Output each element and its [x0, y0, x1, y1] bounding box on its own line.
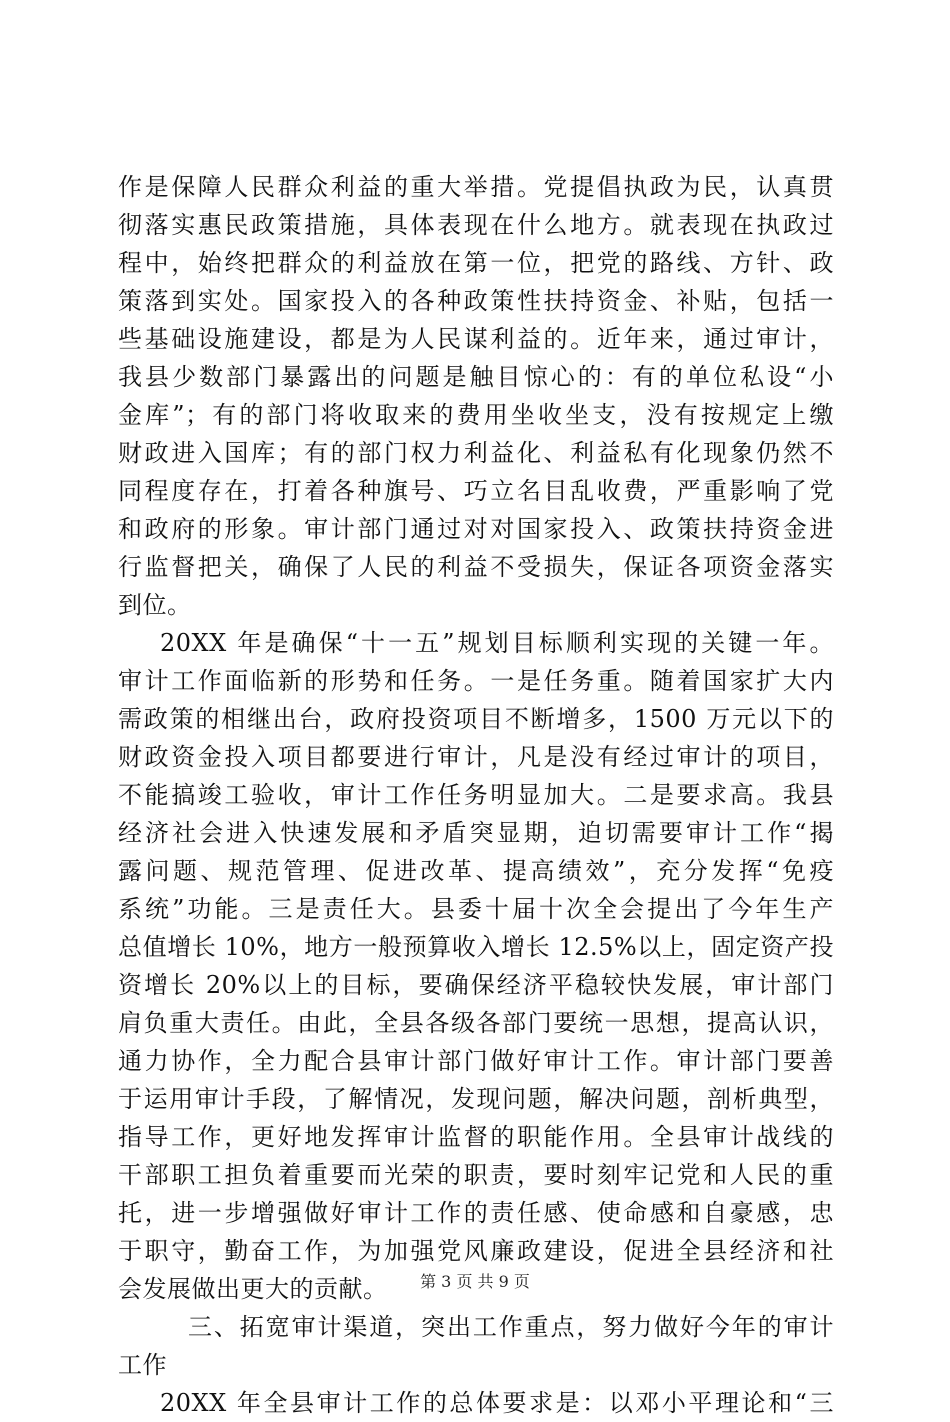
- text-line: 财政进入国库；有的部门权力利益化、利益私有化现象仍然不: [118, 439, 834, 467]
- text-line: 总值增长 10%，地方一般预算收入增长 12.5%以上，固定资产投: [118, 933, 834, 961]
- text-line: 财政资金投入项目都要进行审计，凡是没有经过审计的项目，: [118, 743, 834, 771]
- text-line: 策落到实处。国家投入的各种政策性扶持资金、补贴，包括一: [118, 287, 834, 315]
- text-line: 不能搞竣工验收，审计工作任务明显加大。二是要求高。我县: [118, 781, 834, 809]
- text-line: 行监督把关，确保了人民的利益不受损失，保证各项资金落实: [118, 553, 834, 581]
- text-line: 三、拓宽审计渠道，突出工作重点，努力做好今年的审计: [188, 1313, 834, 1341]
- text-line: 通力协作，全力配合县审计部门做好审计工作。审计部门要善: [118, 1047, 834, 1075]
- text-line: 需政策的相继出台，政府投资项目不断增多，1500 万元以下的: [118, 705, 834, 733]
- document-body: [118, 168, 834, 1422]
- text-line: 审计工作面临新的形势和任务。一是任务重。随着国家扩大内: [118, 667, 834, 695]
- text-line: 于职守，勤奋工作，为加强党风廉政建设，促进全县经济和社: [118, 1237, 834, 1265]
- text-line: 指导工作，更好地发挥审计监督的职能作用。全县审计战线的: [118, 1123, 834, 1151]
- text-line: 20XX 年全县审计工作的总体要求是：以邓小平理论和“三: [160, 1389, 834, 1417]
- paragraph: [118, 1384, 834, 1422]
- page-footer: 第 3 页 共 9 页: [420, 1272, 530, 1291]
- text-line: 干部职工担负着重要而光荣的职责，要时刻牢记党和人民的重: [118, 1161, 834, 1189]
- text-line: 托，进一步增强做好审计工作的责任感、使命感和自豪感，忠: [118, 1199, 834, 1227]
- text-line: 工作: [118, 1351, 167, 1379]
- text-line: 经济社会进入快速发展和矛盾突显期，迫切需要审计工作“揭: [118, 819, 834, 847]
- text-line: 露问题、规范管理、促进改革、提高绩效”，充分发挥“免疫: [118, 857, 834, 885]
- text-line: 我县少数部门暴露出的问题是触目惊心的：有的单位私设“小: [118, 363, 834, 391]
- text-line: 些基础设施建设，都是为人民谋利益的。近年来，通过审计，: [118, 325, 834, 353]
- text-line: 程中，始终把群众的利益放在第一位，把党的路线、方针、政: [118, 249, 834, 277]
- text-line: 彻落实惠民政策措施，具体表现在什么地方。就表现在执政过: [118, 211, 834, 239]
- paragraph: [118, 624, 834, 1308]
- text-line: 系统”功能。三是责任大。县委十届十次全会提出了今年生产: [118, 895, 834, 923]
- section-heading: [118, 1308, 834, 1384]
- text-line: 于运用审计手段，了解情况，发现问题，解决问题，剖析典型，: [118, 1085, 834, 1113]
- text-line: 资增长 20%以上的目标，要确保经济平稳较快发展，审计部门: [118, 971, 834, 999]
- text-line: 作是保障人民群众利益的重大举措。党提倡执政为民，认真贯: [118, 173, 834, 201]
- text-line: 和政府的形象。审计部门通过对对国家投入、政策扶持资金进: [118, 515, 834, 543]
- text-line: 20XX 年是确保“十一五”规划目标顺利实现的关键一年。: [160, 629, 834, 657]
- text-line: 金库”；有的部门将收取来的费用坐收坐支，没有按规定上缴: [118, 401, 834, 429]
- text-line: 肩负重大责任。由此，全县各级各部门要统一思想，提高认识，: [118, 1009, 834, 1037]
- text-line: 到位。: [118, 591, 192, 619]
- text-line: 同程度存在，打着各种旗号、巧立名目乱收费，严重影响了党: [118, 477, 834, 505]
- paragraph: [118, 168, 834, 624]
- text-line: 会发展做出更大的贡献。: [118, 1275, 388, 1303]
